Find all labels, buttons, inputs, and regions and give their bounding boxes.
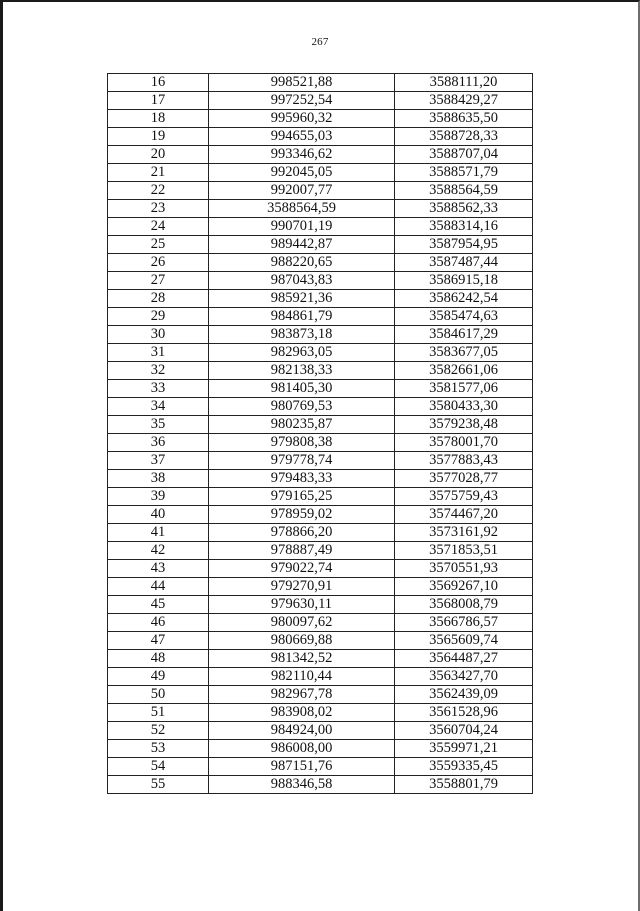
table-row	[108, 74, 533, 92]
table-row	[108, 326, 533, 344]
table-row	[108, 488, 533, 506]
point-number-cell: 34	[108, 398, 209, 416]
page-number: 267	[311, 36, 329, 48]
y-coordinate-cell: 3575759,43	[395, 488, 533, 506]
y-coordinate-cell: 3569267,10	[395, 578, 533, 596]
y-coordinate-cell: 3588635,50	[395, 110, 533, 128]
x-coordinate-cell: 984861,79	[209, 308, 395, 326]
table-row	[108, 362, 533, 380]
point-number-cell: 37	[108, 452, 209, 470]
table-row	[108, 290, 533, 308]
point-number-cell: 16	[108, 74, 209, 92]
point-number-cell: 33	[108, 380, 209, 398]
x-coordinate-cell: 997252,54	[209, 92, 395, 110]
x-coordinate-cell: 979483,33	[209, 470, 395, 488]
y-coordinate-cell: 3585474,63	[395, 308, 533, 326]
x-coordinate-cell: 987043,83	[209, 272, 395, 290]
table-row	[108, 344, 533, 362]
y-coordinate-cell: 3577883,43	[395, 452, 533, 470]
x-coordinate-cell: 979022,74	[209, 560, 395, 578]
y-coordinate-cell: 3562439,09	[395, 686, 533, 704]
point-number-cell: 47	[108, 632, 209, 650]
y-coordinate-cell: 3574467,20	[395, 506, 533, 524]
point-number-cell: 54	[108, 758, 209, 776]
table-row	[108, 254, 533, 272]
y-coordinate-cell: 3587954,95	[395, 236, 533, 254]
y-coordinate-cell: 3566786,57	[395, 614, 533, 632]
y-coordinate-cell: 3588314,16	[395, 218, 533, 236]
point-number-cell: 48	[108, 650, 209, 668]
y-coordinate-cell: 3583677,05	[395, 344, 533, 362]
table-row	[108, 308, 533, 326]
table-row	[108, 722, 533, 740]
table-row	[108, 560, 533, 578]
table-row	[108, 434, 533, 452]
point-number-cell: 39	[108, 488, 209, 506]
y-coordinate-cell: 3584617,29	[395, 326, 533, 344]
x-coordinate-cell: 989442,87	[209, 236, 395, 254]
table-row	[108, 146, 533, 164]
table-row	[108, 128, 533, 146]
x-coordinate-cell: 984924,00	[209, 722, 395, 740]
y-coordinate-cell: 3586242,54	[395, 290, 533, 308]
y-coordinate-cell: 3580433,30	[395, 398, 533, 416]
table-row	[108, 92, 533, 110]
table-row	[108, 380, 533, 398]
point-number-cell: 43	[108, 560, 209, 578]
x-coordinate-cell: 979165,25	[209, 488, 395, 506]
y-coordinate-cell: 3570551,93	[395, 560, 533, 578]
coordinates-table-body	[108, 74, 533, 794]
y-coordinate-cell: 3573161,92	[395, 524, 533, 542]
y-coordinate-cell: 3588111,20	[395, 74, 533, 92]
y-coordinate-cell: 3571853,51	[395, 542, 533, 560]
table-row	[108, 218, 533, 236]
point-number-cell: 45	[108, 596, 209, 614]
point-number-cell: 25	[108, 236, 209, 254]
point-number-cell: 28	[108, 290, 209, 308]
table-row	[108, 758, 533, 776]
y-coordinate-cell: 3586915,18	[395, 272, 533, 290]
x-coordinate-cell: 998521,88	[209, 74, 395, 92]
x-coordinate-cell: 979778,74	[209, 452, 395, 470]
point-number-cell: 26	[108, 254, 209, 272]
table-row	[108, 614, 533, 632]
x-coordinate-cell: 979808,38	[209, 434, 395, 452]
table-row	[108, 524, 533, 542]
x-coordinate-cell: 985921,36	[209, 290, 395, 308]
x-coordinate-cell: 982110,44	[209, 668, 395, 686]
point-number-cell: 40	[108, 506, 209, 524]
point-number-cell: 50	[108, 686, 209, 704]
table-row	[108, 506, 533, 524]
y-coordinate-cell: 3568008,79	[395, 596, 533, 614]
y-coordinate-cell: 3588571,79	[395, 164, 533, 182]
x-coordinate-cell: 982963,05	[209, 344, 395, 362]
x-coordinate-cell: 994655,03	[209, 128, 395, 146]
point-number-cell: 46	[108, 614, 209, 632]
point-number-cell: 20	[108, 146, 209, 164]
table-row	[108, 200, 533, 218]
x-coordinate-cell: 980669,88	[209, 632, 395, 650]
y-coordinate-cell: 3582661,06	[395, 362, 533, 380]
x-coordinate-cell: 979270,91	[209, 578, 395, 596]
point-number-cell: 29	[108, 308, 209, 326]
y-coordinate-cell: 3561528,96	[395, 704, 533, 722]
x-coordinate-cell: 990701,19	[209, 218, 395, 236]
point-number-cell: 19	[108, 128, 209, 146]
table-row	[108, 164, 533, 182]
table-row	[108, 686, 533, 704]
table-row	[108, 740, 533, 758]
x-coordinate-cell: 978866,20	[209, 524, 395, 542]
table-row	[108, 182, 533, 200]
point-number-cell: 23	[108, 200, 209, 218]
table-row	[108, 542, 533, 560]
y-coordinate-cell: 3588707,04	[395, 146, 533, 164]
y-coordinate-cell: 3564487,27	[395, 650, 533, 668]
table-row	[108, 452, 533, 470]
point-number-cell: 51	[108, 704, 209, 722]
y-coordinate-cell: 3588564,59	[395, 182, 533, 200]
y-coordinate-cell: 3587487,44	[395, 254, 533, 272]
x-coordinate-cell: 3588564,59	[209, 200, 395, 218]
table-row	[108, 236, 533, 254]
point-number-cell: 41	[108, 524, 209, 542]
x-coordinate-cell: 980097,62	[209, 614, 395, 632]
x-coordinate-cell: 981342,52	[209, 650, 395, 668]
y-coordinate-cell: 3588429,27	[395, 92, 533, 110]
table-row	[108, 632, 533, 650]
x-coordinate-cell: 995960,32	[209, 110, 395, 128]
y-coordinate-cell: 3558801,79	[395, 776, 533, 794]
point-number-cell: 53	[108, 740, 209, 758]
x-coordinate-cell: 978887,49	[209, 542, 395, 560]
x-coordinate-cell: 980769,53	[209, 398, 395, 416]
point-number-cell: 38	[108, 470, 209, 488]
point-number-cell: 36	[108, 434, 209, 452]
y-coordinate-cell: 3579238,48	[395, 416, 533, 434]
y-coordinate-cell: 3588728,33	[395, 128, 533, 146]
x-coordinate-cell: 978959,02	[209, 506, 395, 524]
x-coordinate-cell: 982138,33	[209, 362, 395, 380]
x-coordinate-cell: 992007,77	[209, 182, 395, 200]
point-number-cell: 49	[108, 668, 209, 686]
x-coordinate-cell: 980235,87	[209, 416, 395, 434]
x-coordinate-cell: 982967,78	[209, 686, 395, 704]
y-coordinate-cell: 3559335,45	[395, 758, 533, 776]
point-number-cell: 22	[108, 182, 209, 200]
y-coordinate-cell: 3559971,21	[395, 740, 533, 758]
table-row	[108, 578, 533, 596]
table-row	[108, 596, 533, 614]
y-coordinate-cell: 3565609,74	[395, 632, 533, 650]
point-number-cell: 17	[108, 92, 209, 110]
x-coordinate-cell: 981405,30	[209, 380, 395, 398]
y-coordinate-cell: 3581577,06	[395, 380, 533, 398]
point-number-cell: 27	[108, 272, 209, 290]
point-number-cell: 21	[108, 164, 209, 182]
x-coordinate-cell: 979630,11	[209, 596, 395, 614]
y-coordinate-cell: 3563427,70	[395, 668, 533, 686]
point-number-cell: 42	[108, 542, 209, 560]
point-number-cell: 55	[108, 776, 209, 794]
y-coordinate-cell: 3560704,24	[395, 722, 533, 740]
point-number-cell: 44	[108, 578, 209, 596]
point-number-cell: 35	[108, 416, 209, 434]
table-row	[108, 776, 533, 794]
x-coordinate-cell: 988220,65	[209, 254, 395, 272]
point-number-cell: 18	[108, 110, 209, 128]
table-row	[108, 470, 533, 488]
table-row	[108, 704, 533, 722]
table-row	[108, 110, 533, 128]
y-coordinate-cell: 3577028,77	[395, 470, 533, 488]
x-coordinate-cell: 986008,00	[209, 740, 395, 758]
table-row	[108, 398, 533, 416]
x-coordinate-cell: 992045,05	[209, 164, 395, 182]
x-coordinate-cell: 987151,76	[209, 758, 395, 776]
x-coordinate-cell: 983908,02	[209, 704, 395, 722]
point-number-cell: 32	[108, 362, 209, 380]
x-coordinate-cell: 988346,58	[209, 776, 395, 794]
table-row	[108, 272, 533, 290]
point-number-cell: 31	[108, 344, 209, 362]
x-coordinate-cell: 993346,62	[209, 146, 395, 164]
table-row	[108, 650, 533, 668]
point-number-cell: 30	[108, 326, 209, 344]
y-coordinate-cell: 3578001,70	[395, 434, 533, 452]
point-number-cell: 52	[108, 722, 209, 740]
table-row	[108, 416, 533, 434]
y-coordinate-cell: 3588562,33	[395, 200, 533, 218]
point-number-cell: 24	[108, 218, 209, 236]
table-row	[108, 668, 533, 686]
x-coordinate-cell: 983873,18	[209, 326, 395, 344]
coordinates-table	[107, 73, 533, 794]
